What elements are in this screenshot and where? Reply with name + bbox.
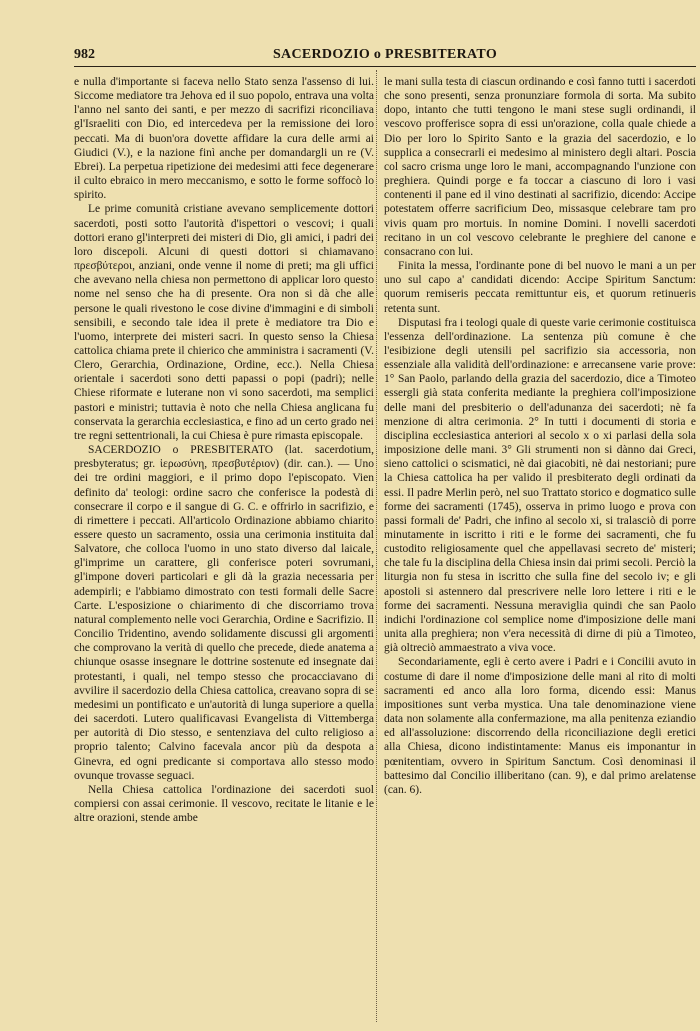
- paragraph: Disputasi fra i teologi quale di queste varie cerimonie costituisca l'essenza dell'ordinazione. La sentenza più comune è che l'esibizione degli utensili pel sacrifizio sia accessoria, non essenziale alla validità dell'ordinazione: e arrecansene varie prove: 1° San Paolo, parlando della grazia del sacerdozio, dice a Timoteo essergli già stata conferita mediante la preghiera coll'imposizione delle mani del presbiterio o dell'adunanza dei sacerdoti; nè fa menzione di altra cerimonia. 2° In tutti i documenti di storia e disciplina ecclesiastica anteriori al secolo x o xi parlasi della sola imposizione delle mani. 3° Gli strumenti non si dànno dai Greci, sieno cattolici o scismatici, nè dai giacobiti, nè dai nestoriani; pure la Chiesa cattolica ha per valido il presbiterato degli ordinati da essi. Il padre Merlin però, nel suo Trattato storico e dogmatico sulle forme dei sacramenti (1745), osserva in primo luogo e prova con passi formali de' Padri, che infino al secolo xi, si tralasciò di porre minutamente in iscritto i riti e le forme dei sacramenti, che fu custodito religiosamente quel che appellavasi secreto de' misteri; che tale fu la disciplina della Chiesa insin dai primi secoli. Perciò la liturgia non fu stesa in iscritto che sulla fine del secolo iv; e gli apostoli si astennero dal prescrivere nelle loro lettere i riti e le forme dei sacramenti. Nessuna meraviglia quindi che san Paolo indichi l'ordinazione col semplice nome d'imposizione delle mani unita alla preghiera; non v'era necessità di dirne di più a Timoteo, già oltreciò ammaestrato a viva voce.: [384, 316, 696, 655]
- page-header: [74, 43, 696, 67]
- paragraph: Nella Chiesa cattolica l'ordinazione dei sacerdoti suol compiersi con assai cerimonie. Il vescovo, recitate le litanie e le altre orazioni, stende ambe: [74, 783, 374, 825]
- page-number: 982: [74, 47, 95, 62]
- paragraph: Secondariamente, egli è certo avere i Padri e i Concilii avuto in costume di dare il nome d'imposizione delle mani al rito di molti sacramenti ed anco alla loro forma, dicendo essi: Manus impositiones sunt verba mystica. Una tale denominazione viene data non solamente alla confermazione, ma alla penitenza eziandio ed all'assoluzione: discorrendo della riconciliazione degli eretici alla Chiesa, dicono indistintamente: Manus eis imponantur in pœnitentiam, ovvero in Spiritum Sanctum. Così denominasi il battesimo dal Concilio illiberitano (can. 9), e dal primo arelatense (can. 6).: [384, 656, 696, 796]
- paragraph: e nulla d'importante si faceva nello Stato senza l'assenso di lui. Siccome mediatore tra Jehova ed il suo popolo, entrava una volta l'anno nel santo dei santi, e per mezzo di sacrifizi riconciliava gl'Israeliti con Dio, ed intercedeva per la remissione dei loro peccati. Ma di buon'ora dovette affidare la cura delle armi ai Giudici (V.), e la nazione finì anche per domandargli un re (V. Ebrei). La perpetua ripetizione dei medesimi atti fece degenerare il culto ebraico in mero meccanismo, e sotto le forme soffocò lo spirito.: [74, 76, 374, 202]
- paragraph: Le prime comunità cristiane avevano semplicemente dottori sacerdoti, posti sotto l'autorità d'ispettori o vescovi; i quali dottori erano gl'interpreti dei misteri di Dio, gli amici, i padri dei loro discepoli. Alcuni di questi dottori si chiamavano πρεσβύτεροι, anziani, onde venne il nome di preti; ma gli uffici che avevano nella chiesa non permettono di applicar loro questo nome nel senso che ha di presente. Ora non si dà che alle persone le quali rivestono le cose divine d'immagini e di simboli sensibili, e secondo tale idea il prete è mediatore tra Dio e l'uomo, interprete dei misteri sacri. In questo senso la Chiesa cattolica chiama prete il chierico che amministra i sacramenti (V. Clero, Gerarchia, Ordinazione, Ordine, ecc.). Nella Chiesa orientale i sacerdoti sono detti papassi o popi (padri); nelle Chiese riformate e luterane non vi sono sacerdoti, ma semplici pastori e ministri; tuttavia è noto che nella Chiesa anglicana fu conservata la gerarchia ecclesiastica, e fino ad un certo grado nei tre regni settentrionali, la cui Chiesa è pure rimasta episcopale.: [74, 203, 374, 442]
- right-column: [384, 75, 696, 1025]
- paragraph: le mani sulla testa di ciascun ordinando e così fanno tutti i sacerdoti che sono presenti, senza pronunziare formola di sorta. Ma subito dopo, intanto che tutti tengono le mani stese sugli ordinandi, il vescovo profferisce sopra di essi un'orazione, colla quale chiede a Dio per loro lo Spirito Santo e la grazia del sacerdozio, e lo supplica a consecrarli ei medesimo al ministero degli altari. Poscia col sacro crisma unge loro le mani, accompagnando l'unzione con preghiera. Quindi porge e fa toccar a ciascuno di loro i vasi contenenti il pane ed il vino destinati al sacrifizio, dicendo: Accipe potestatem offerre sacrificium Deo, missasque celebrare tam pro vivis quam pro mortuis. In nomine Domini. I novelli sacerdoti recitano in un col vescovo celebrante le preghiere del canone e consacrano con lui.: [384, 76, 696, 258]
- left-column: [74, 75, 374, 1025]
- entry-sacerdozio: SACERDOZIO o PRESBITERATO (lat. sacerdotium, presbyteratus; gr. ἱερωσύνη, πρεσβυτέριον) (dir. can.). — Uno dei tre ordini maggiori, e il primo dopo l'episcopato. Vien definito da' teologi: ordine sacro che conferisce la podestà di consecrare il corpo e il sangue di G. C. e offrirlo in sacrifizio, e di rimettere i peccati. All'articolo Ordinazione abbiamo chiarito essere questo un sacramento, ossia una cerimonia instituita dal Salvatore, che colloca l'uomo in uno stato diverso dal laicale, gl'imprime un carattere, gli conferisce poteri sovrumani, gl'impone doveri particolari e gli dà la grazia necessaria per adempirli; e l'abbiamo dimostrato con testi formali delle Sacre Carte. L'esposizione o chiarimento di che discorriamo trova natural complemento nelle voci Gerarchia, Ordine e Sacrifizio. Il Concilio Tridentino, avendo solidamente discussi gli argomenti che comprovano la verità di quello che precede, diede anatema a chiunque osasse insegnare le dottrine sostenute ed insegnate dai protestanti, i quali, nel tempo stesso che procacciavano di avvilire il sacerdozio della Chiesa cattolica, creavano sopra di se medesimi un pontificato e un'autorità di lunga superiore a quella dei sacerdoti. Lutero qualificavasi Evangelista di Vittemberga per autorità di Dio stesso, e sentenziava del culto religioso a proprio talento; Calvino facevala ancor più da despota a Ginevra, ed ogni predicante si comportava allo stesso modo ovunque trovasse seguaci.: [74, 444, 374, 782]
- column-divider: [376, 70, 377, 1022]
- running-title: SACERDOZIO o PRESBITERATO: [272, 47, 498, 62]
- paragraph: Finita la messa, l'ordinante pone di bel nuovo le mani a un per uno sul capo a' candidati dicendo: Accipe Spiritum Sanctum: quorum remiseris peccata remittuntur eis, et quorum retinueris retenta sunt.: [384, 260, 696, 315]
- header-rule: [74, 66, 696, 67]
